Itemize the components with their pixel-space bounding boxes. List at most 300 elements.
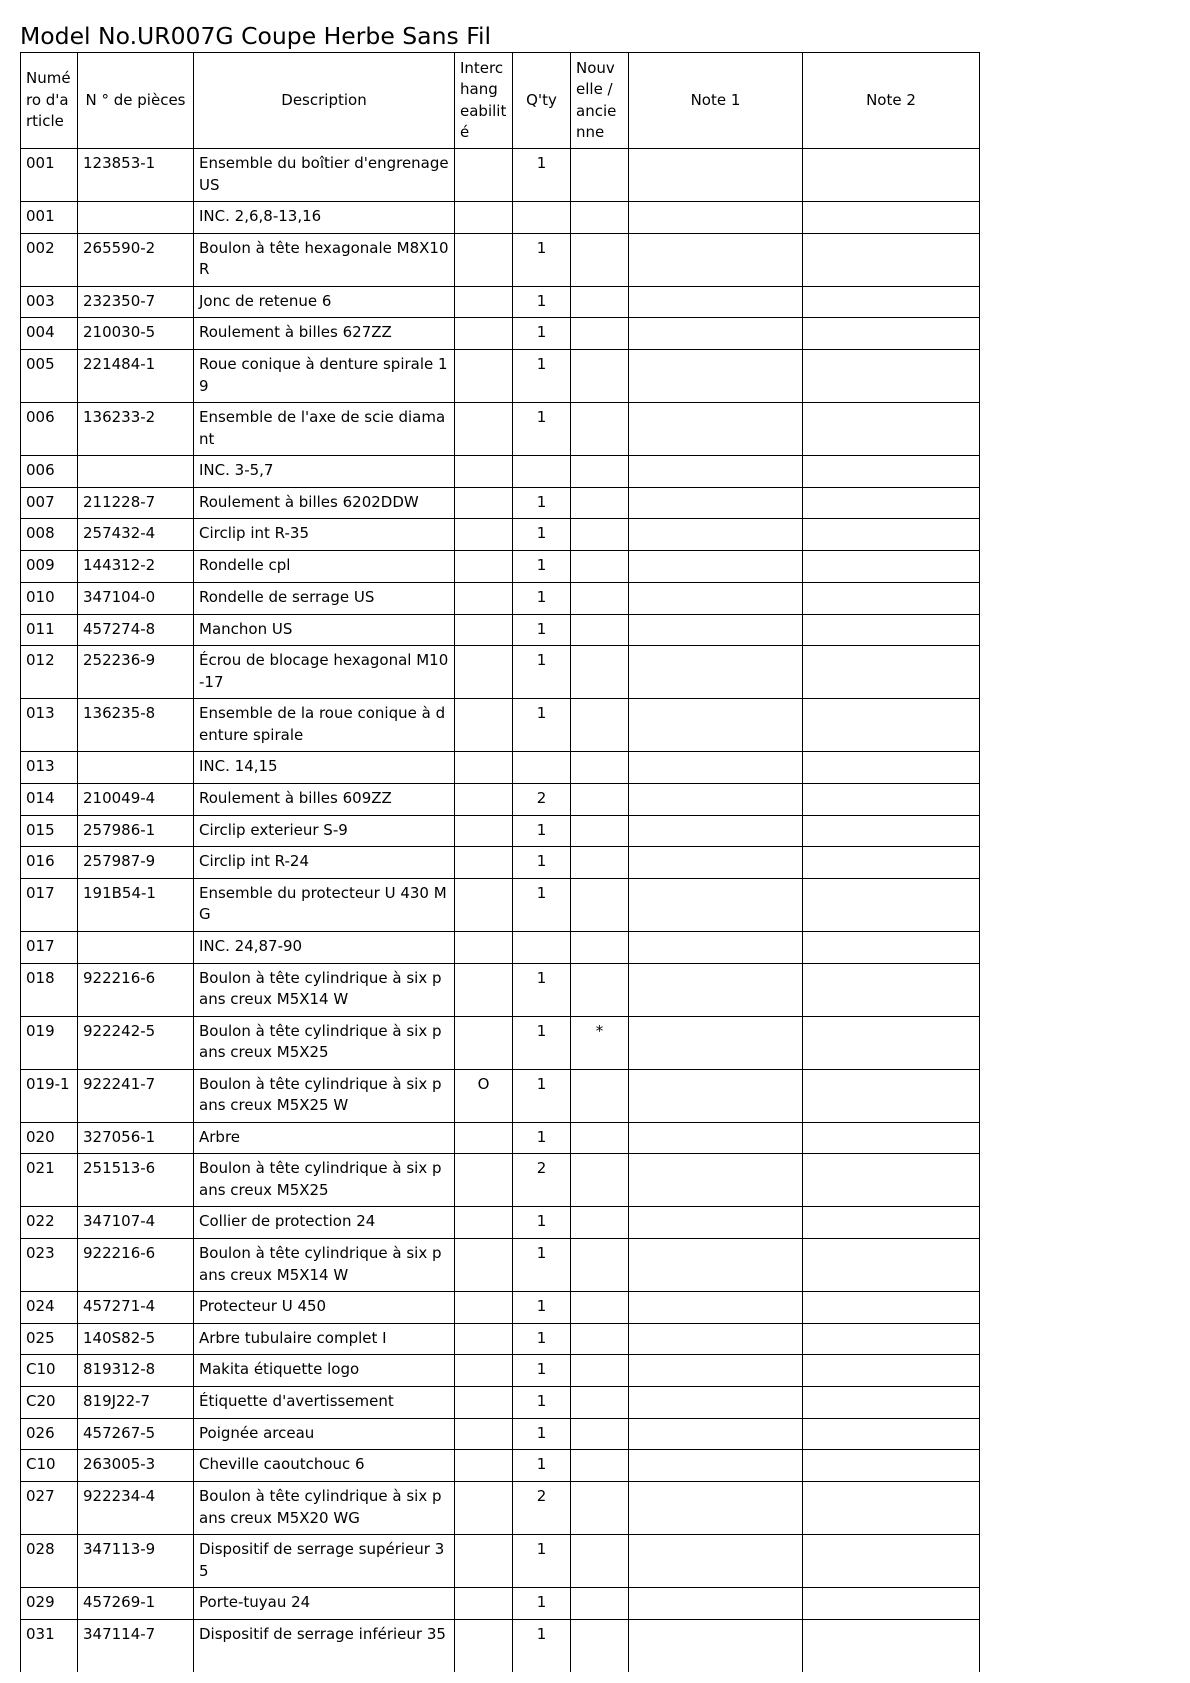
cell-description: INC. 14,15 [194,752,455,784]
cell-part-number: 251513-6 [78,1154,194,1207]
table-row [21,1418,980,1450]
cell-item-number: 010 [21,582,78,614]
cell-note-1 [629,202,803,234]
cell-item-number: 019-1 [21,1069,78,1122]
cell-interchangeability [455,149,513,202]
cell-new-old [571,1122,629,1154]
cell-note-2 [803,1387,980,1419]
cell-description: Boulon à tête cylindrique à six pans creux M5X25 [194,1154,455,1207]
cell-quantity: 1 [513,1619,571,1672]
cell-item-number: 005 [21,350,78,403]
cell-part-number: 210049-4 [78,783,194,815]
cell-note-1 [629,752,803,784]
cell-note-2 [803,963,980,1016]
header-quantity: Q'ty [513,53,571,149]
cell-note-2 [803,318,980,350]
cell-new-old [571,1069,629,1122]
cell-note-2 [803,1069,980,1122]
cell-interchangeability [455,1016,513,1069]
cell-part-number: 457271-4 [78,1292,194,1324]
cell-part-number: 347113-9 [78,1535,194,1588]
cell-interchangeability [455,963,513,1016]
cell-description: INC. 24,87-90 [194,931,455,963]
table-row [21,963,980,1016]
cell-note-2 [803,1292,980,1324]
cell-description: Étiquette d'avertissement [194,1387,455,1419]
cell-item-number: 016 [21,847,78,879]
cell-item-number: 017 [21,878,78,931]
cell-item-number: 011 [21,614,78,646]
cell-note-2 [803,202,980,234]
cell-new-old [571,233,629,286]
cell-part-number: 191B54-1 [78,878,194,931]
cell-new-old [571,1482,629,1535]
cell-note-2 [803,1239,980,1292]
cell-note-1 [629,783,803,815]
cell-note-1 [629,1482,803,1535]
cell-interchangeability [455,878,513,931]
cell-note-1 [629,1535,803,1588]
table-row [21,1154,980,1207]
cell-description: Roulement à billes 6202DDW [194,487,455,519]
cell-quantity: 2 [513,783,571,815]
cell-description: Circlip exterieur S-9 [194,815,455,847]
cell-note-2 [803,1482,980,1535]
cell-new-old [571,1619,629,1672]
cell-interchangeability [455,487,513,519]
cell-new-old [571,403,629,456]
table-row [21,646,980,699]
table-row [21,1387,980,1419]
table-row [21,487,980,519]
cell-part-number: 210030-5 [78,318,194,350]
cell-item-number: 017 [21,931,78,963]
cell-quantity: 1 [513,149,571,202]
table-row [21,1482,980,1535]
cell-description: Boulon à tête cylindrique à six pans creux M5X25 W [194,1069,455,1122]
cell-part-number: 257987-9 [78,847,194,879]
cell-note-2 [803,1323,980,1355]
table-row [21,1069,980,1122]
cell-item-number: 020 [21,1122,78,1154]
cell-quantity [513,456,571,488]
cell-interchangeability [455,350,513,403]
cell-note-2 [803,456,980,488]
cell-description: Collier de protection 24 [194,1207,455,1239]
cell-new-old: * [571,1016,629,1069]
cell-interchangeability [455,1619,513,1672]
cell-part-number: 457267-5 [78,1418,194,1450]
cell-part-number: 819312-8 [78,1355,194,1387]
cell-new-old [571,847,629,879]
cell-new-old [571,783,629,815]
cell-interchangeability [455,233,513,286]
cell-quantity: 1 [513,233,571,286]
cell-item-number: 019 [21,1016,78,1069]
cell-new-old [571,931,629,963]
table-row [21,149,980,202]
cell-description: Ensemble du boîtier d'engrenage US [194,149,455,202]
cell-part-number: 232350-7 [78,286,194,318]
table-row [21,286,980,318]
cell-description: Manchon US [194,614,455,646]
cell-new-old [571,614,629,646]
cell-description: Poignée arceau [194,1418,455,1450]
cell-item-number: 008 [21,519,78,551]
cell-description: Ensemble de la roue conique à denture spirale [194,699,455,752]
header-note-2: Note 2 [803,53,980,149]
cell-description: INC. 2,6,8-13,16 [194,202,455,234]
cell-interchangeability [455,318,513,350]
cell-quantity: 1 [513,350,571,403]
cell-quantity: 1 [513,1239,571,1292]
cell-description: Boulon à tête cylindrique à six pans creux M5X20 WG [194,1482,455,1535]
cell-item-number: 002 [21,233,78,286]
cell-item-number: 001 [21,149,78,202]
cell-part-number: 327056-1 [78,1122,194,1154]
cell-note-1 [629,1069,803,1122]
cell-note-1 [629,1016,803,1069]
cell-part-number: 257986-1 [78,815,194,847]
cell-item-number: 027 [21,1482,78,1535]
cell-new-old [571,1292,629,1324]
cell-note-1 [629,931,803,963]
cell-description: Roue conique à denture spirale 19 [194,350,455,403]
cell-note-1 [629,1387,803,1419]
cell-quantity: 1 [513,1207,571,1239]
cell-note-1 [629,233,803,286]
cell-part-number: 144312-2 [78,551,194,583]
header-part-number: N ° de pièces [78,53,194,149]
cell-interchangeability [455,847,513,879]
cell-item-number: 015 [21,815,78,847]
cell-note-2 [803,1207,980,1239]
cell-note-1 [629,878,803,931]
cell-quantity: 1 [513,1323,571,1355]
cell-quantity: 1 [513,318,571,350]
cell-note-1 [629,519,803,551]
cell-quantity [513,202,571,234]
cell-note-2 [803,582,980,614]
cell-quantity: 1 [513,614,571,646]
table-row [21,519,980,551]
cell-interchangeability [455,646,513,699]
cell-new-old [571,487,629,519]
table-header-row [21,53,980,149]
cell-description: Boulon à tête cylindrique à six pans creux M5X25 [194,1016,455,1069]
table-body [21,149,980,1673]
cell-part-number: 922241-7 [78,1069,194,1122]
cell-part-number: 457269-1 [78,1588,194,1620]
table-row [21,847,980,879]
cell-part-number: 347114-7 [78,1619,194,1672]
cell-note-2 [803,403,980,456]
cell-description: Boulon à tête cylindrique à six pans creux M5X14 W [194,963,455,1016]
cell-description: Arbre tubulaire complet I [194,1323,455,1355]
cell-quantity [513,931,571,963]
cell-part-number: 922242-5 [78,1016,194,1069]
cell-note-2 [803,233,980,286]
cell-new-old [571,350,629,403]
cell-quantity: 1 [513,1450,571,1482]
cell-quantity: 1 [513,1292,571,1324]
table-row [21,551,980,583]
table-row [21,1619,980,1672]
cell-quantity: 1 [513,815,571,847]
cell-note-1 [629,456,803,488]
cell-quantity: 2 [513,1154,571,1207]
cell-note-1 [629,350,803,403]
table-row [21,233,980,286]
cell-new-old [571,699,629,752]
cell-interchangeability [455,519,513,551]
cell-interchangeability [455,752,513,784]
cell-item-number: 004 [21,318,78,350]
cell-interchangeability [455,456,513,488]
cell-interchangeability [455,551,513,583]
cell-quantity: 1 [513,1355,571,1387]
cell-note-2 [803,1535,980,1588]
table-row [21,318,980,350]
cell-interchangeability [455,1207,513,1239]
cell-interchangeability [455,699,513,752]
cell-part-number: 819J22-7 [78,1387,194,1419]
cell-interchangeability [455,614,513,646]
cell-part-number: 140S82-5 [78,1323,194,1355]
cell-new-old [571,1323,629,1355]
table-row [21,1016,980,1069]
cell-description: Roulement à billes 627ZZ [194,318,455,350]
cell-description: Protecteur U 450 [194,1292,455,1324]
cell-item-number: 001 [21,202,78,234]
cell-note-2 [803,699,980,752]
cell-new-old [571,963,629,1016]
table-row [21,456,980,488]
cell-note-2 [803,783,980,815]
cell-interchangeability [455,931,513,963]
header-interchangeability: Interc hang eabilit é [455,53,513,149]
cell-new-old [571,752,629,784]
cell-interchangeability [455,1588,513,1620]
cell-quantity: 1 [513,403,571,456]
cell-item-number: 012 [21,646,78,699]
cell-quantity: 1 [513,1418,571,1450]
cell-description: Ensemble de l'axe de scie diamant [194,403,455,456]
table-row [21,614,980,646]
cell-description: Rondelle cpl [194,551,455,583]
cell-new-old [571,1355,629,1387]
cell-note-2 [803,847,980,879]
cell-note-2 [803,551,980,583]
cell-description: Makita étiquette logo [194,1355,455,1387]
cell-new-old [571,582,629,614]
cell-description: Ensemble du protecteur U 430 MG [194,878,455,931]
cell-quantity: 1 [513,1069,571,1122]
cell-quantity: 1 [513,582,571,614]
cell-note-1 [629,1450,803,1482]
cell-interchangeability [455,783,513,815]
cell-note-1 [629,403,803,456]
cell-interchangeability [455,1418,513,1450]
cell-note-1 [629,1239,803,1292]
cell-new-old [571,1535,629,1588]
cell-quantity: 1 [513,1387,571,1419]
cell-note-1 [629,815,803,847]
table-row [21,931,980,963]
cell-interchangeability [455,1239,513,1292]
cell-note-2 [803,1450,980,1482]
cell-new-old [571,1207,629,1239]
cell-part-number [78,752,194,784]
table-row [21,1207,980,1239]
table-row [21,815,980,847]
cell-quantity: 1 [513,699,571,752]
table-row [21,1535,980,1588]
cell-note-2 [803,878,980,931]
cell-description: Jonc de retenue 6 [194,286,455,318]
cell-item-number: 003 [21,286,78,318]
cell-description: Boulon à tête hexagonale M8X10 R [194,233,455,286]
table-row [21,699,980,752]
cell-note-1 [629,1588,803,1620]
cell-quantity: 1 [513,519,571,551]
table-row [21,1323,980,1355]
cell-item-number: 029 [21,1588,78,1620]
parts-table [20,52,980,1672]
cell-description: Porte-tuyau 24 [194,1588,455,1620]
cell-interchangeability [455,582,513,614]
cell-note-1 [629,646,803,699]
cell-note-1 [629,1122,803,1154]
cell-part-number [78,931,194,963]
cell-note-1 [629,149,803,202]
cell-item-number: 018 [21,963,78,1016]
cell-description: Circlip int R-24 [194,847,455,879]
table-row [21,1588,980,1620]
cell-note-2 [803,487,980,519]
cell-interchangeability [455,1387,513,1419]
cell-interchangeability [455,1450,513,1482]
cell-note-2 [803,614,980,646]
cell-item-number: 013 [21,699,78,752]
cell-new-old [571,456,629,488]
cell-quantity: 1 [513,646,571,699]
header-description: Description [194,53,455,149]
cell-note-2 [803,1355,980,1387]
cell-part-number: 257432-4 [78,519,194,551]
cell-note-1 [629,963,803,1016]
cell-new-old [571,1387,629,1419]
cell-item-number: 007 [21,487,78,519]
cell-item-number: 024 [21,1292,78,1324]
cell-interchangeability [455,1535,513,1588]
cell-quantity: 1 [513,1016,571,1069]
cell-part-number [78,456,194,488]
cell-quantity: 1 [513,847,571,879]
cell-part-number: 347104-0 [78,582,194,614]
cell-quantity: 1 [513,963,571,1016]
cell-item-number: 014 [21,783,78,815]
cell-item-number: 023 [21,1239,78,1292]
cell-item-number: 006 [21,403,78,456]
cell-description: Roulement à billes 609ZZ [194,783,455,815]
cell-note-1 [629,286,803,318]
cell-part-number: 922216-6 [78,1239,194,1292]
table-row [21,1292,980,1324]
cell-part-number: 922216-6 [78,963,194,1016]
cell-interchangeability [455,1154,513,1207]
cell-note-1 [629,551,803,583]
cell-interchangeability: O [455,1069,513,1122]
cell-note-1 [629,318,803,350]
cell-item-number: 031 [21,1619,78,1672]
cell-note-2 [803,752,980,784]
table-row [21,752,980,784]
cell-note-2 [803,815,980,847]
cell-part-number: 211228-7 [78,487,194,519]
cell-item-number: 025 [21,1323,78,1355]
cell-description: Boulon à tête cylindrique à six pans creux M5X14 W [194,1239,455,1292]
cell-item-number: 021 [21,1154,78,1207]
cell-new-old [571,551,629,583]
cell-new-old [571,519,629,551]
cell-interchangeability [455,1482,513,1535]
cell-quantity: 1 [513,1122,571,1154]
cell-item-number: C20 [21,1387,78,1419]
cell-item-number: 013 [21,752,78,784]
cell-new-old [571,1239,629,1292]
header-note-1: Note 1 [629,53,803,149]
cell-quantity: 1 [513,1588,571,1620]
cell-interchangeability [455,1122,513,1154]
cell-note-2 [803,286,980,318]
cell-description: Écrou de blocage hexagonal M10-17 [194,646,455,699]
cell-note-1 [629,614,803,646]
cell-new-old [571,149,629,202]
cell-note-1 [629,1355,803,1387]
cell-part-number: 263005-3 [78,1450,194,1482]
cell-note-1 [629,582,803,614]
cell-part-number: 136235-8 [78,699,194,752]
header-item-number: Numé ro d'a rticle [21,53,78,149]
cell-note-1 [629,487,803,519]
cell-part-number: 252236-9 [78,646,194,699]
table-row [21,403,980,456]
table-row [21,582,980,614]
cell-item-number: 028 [21,1535,78,1588]
cell-note-2 [803,1154,980,1207]
cell-note-2 [803,1588,980,1620]
cell-quantity: 1 [513,878,571,931]
cell-part-number: 221484-1 [78,350,194,403]
cell-new-old [571,318,629,350]
cell-note-2 [803,931,980,963]
cell-note-2 [803,646,980,699]
cell-quantity: 1 [513,1535,571,1588]
cell-interchangeability [455,202,513,234]
cell-item-number: 026 [21,1418,78,1450]
cell-note-1 [629,1292,803,1324]
cell-item-number: 006 [21,456,78,488]
cell-new-old [571,1450,629,1482]
cell-note-2 [803,1418,980,1450]
cell-new-old [571,1588,629,1620]
cell-note-1 [629,1418,803,1450]
cell-part-number [78,202,194,234]
cell-item-number: C10 [21,1355,78,1387]
cell-new-old [571,1154,629,1207]
cell-new-old [571,815,629,847]
